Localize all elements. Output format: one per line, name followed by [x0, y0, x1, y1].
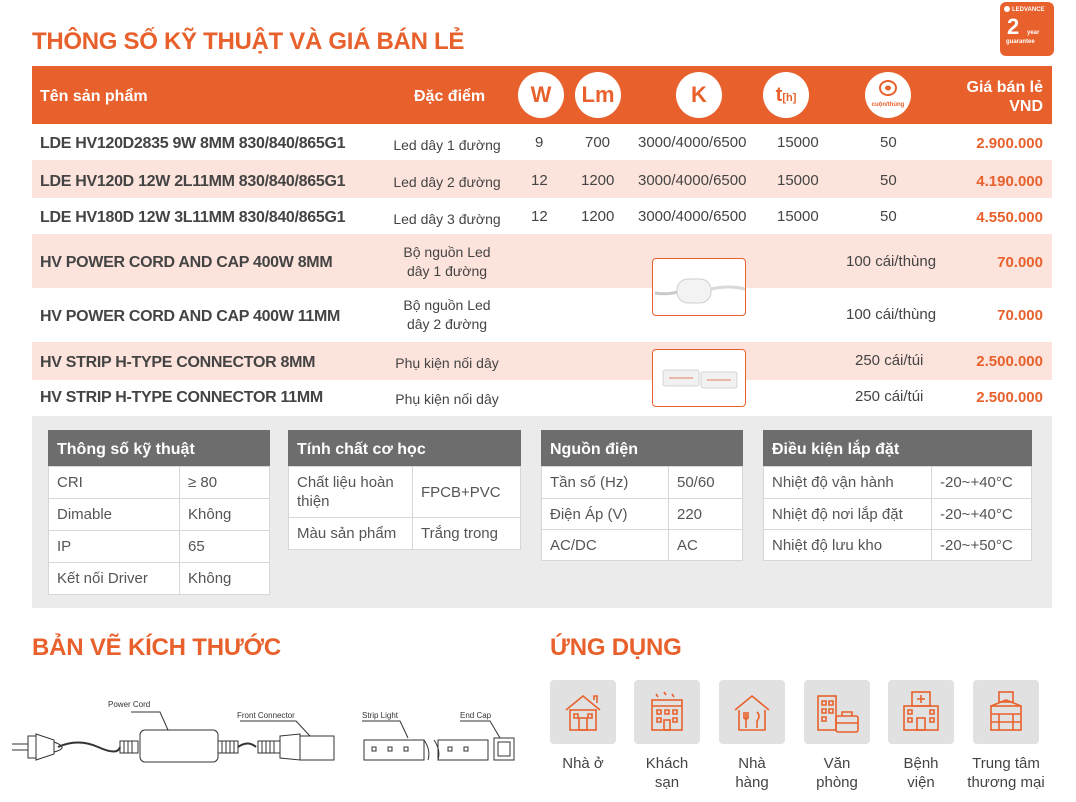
product-pack: 50 — [880, 134, 897, 151]
product-pack: 100 cái/thùng — [846, 306, 937, 323]
spec-row — [49, 467, 270, 499]
applications-title: ỨNG DỤNG — [550, 634, 682, 661]
product-lifetime: 15000 — [777, 134, 819, 151]
product-pack: 100 cái/thùng — [846, 253, 937, 270]
spec-mechanical-title: Tính chất cơ học — [288, 430, 521, 466]
spec-value: FPCB+PVC — [413, 467, 521, 518]
house-icon — [550, 680, 616, 744]
header-product: Tên sản phẩm — [40, 88, 148, 105]
header-kelvin-icon: K — [676, 72, 722, 118]
guarantee-years: 2 — [1007, 14, 1020, 39]
header-feature: Đặc điểm — [414, 88, 486, 105]
product-feature — [382, 296, 512, 334]
app-label-line1: Nhà ở — [562, 755, 604, 772]
guarantee-badge — [1000, 2, 1054, 56]
spec-row — [542, 499, 743, 530]
app-label-line1: Trung tâm — [972, 755, 1040, 772]
app-label-line1: Văn — [823, 755, 851, 772]
header-watt-icon: W — [518, 72, 564, 118]
spec-row — [542, 530, 743, 561]
power-cord-icon — [653, 259, 747, 317]
spec-technical-title: Thông số kỹ thuật — [48, 430, 270, 466]
product-feature: Led dây 2 đường — [393, 174, 501, 190]
spec-power-table — [541, 466, 743, 561]
spec-install — [763, 430, 1032, 561]
app-item-mall — [967, 680, 1045, 792]
product-lumen: 1200 — [581, 172, 615, 189]
product-feature-line2: dây 2 đường — [406, 316, 488, 332]
spec-row — [289, 467, 521, 518]
product-name: HV STRIP H-TYPE CONNECTOR 11MM — [40, 389, 323, 406]
app-label-line2: thương mại — [967, 774, 1045, 791]
header-pack-icon — [865, 72, 911, 118]
product-lumen: 1200 — [581, 208, 615, 225]
product-kelvin: 3000/4000/6500 — [638, 172, 747, 189]
spec-label: Nhiệt độ vận hành — [764, 467, 932, 499]
spec-value: Trắng trong — [413, 518, 521, 550]
page-title: THÔNG SỐ KỸ THUẬT VÀ GIÁ BÁN LẺ — [32, 28, 465, 55]
spec-label: Nhiệt độ nơi lắp đặt — [764, 499, 932, 530]
app-item-hotel — [634, 680, 700, 792]
spec-install-table — [763, 466, 1032, 561]
power-cord-label: Power Cord — [108, 700, 151, 709]
product-watt: 9 — [535, 134, 544, 151]
spec-row — [49, 531, 270, 563]
product-feature — [382, 243, 512, 281]
front-connector-label: Front Connector — [237, 711, 295, 720]
product-feature: Phụ kiện nối dây — [395, 391, 499, 407]
product-feature: Phụ kiện nối dây — [395, 355, 499, 371]
spec-power — [541, 430, 743, 561]
product-price: 4.190.000 — [976, 173, 1043, 190]
product-feature: Led dây 1 đường — [393, 137, 501, 153]
app-item-home — [550, 680, 616, 773]
product-price: 2.500.000 — [976, 353, 1043, 370]
app-label-line2: sạn — [654, 774, 680, 791]
app-label-line2: hàng — [735, 774, 769, 791]
spec-value: 220 — [669, 499, 743, 530]
table-row — [32, 342, 1052, 380]
header-price-line1: Giá bán lẻ — [966, 79, 1043, 96]
spec-value: -20~+40°C — [932, 467, 1032, 499]
product-price: 70.000 — [997, 254, 1043, 271]
table-row — [32, 160, 1052, 198]
spec-label: Màu sản phẩm — [289, 518, 413, 550]
spec-label: Dimable — [49, 499, 180, 531]
product-watt: 12 — [531, 172, 548, 189]
spec-technical-table — [48, 466, 270, 595]
app-item-office — [804, 680, 870, 792]
spec-mechanical-table — [288, 466, 521, 550]
spec-row — [764, 467, 1032, 499]
app-label-line1: Khách — [645, 755, 689, 772]
spec-value: AC — [669, 530, 743, 561]
spec-value: -20~+40°C — [932, 499, 1032, 530]
spec-value: -20~+50°C — [932, 530, 1032, 561]
spec-value: ≥ 80 — [180, 467, 270, 499]
spec-label: Kết nối Driver — [49, 563, 180, 595]
product-price: 4.550.000 — [976, 209, 1043, 226]
product-feature: Led dây 3 đường — [393, 211, 501, 227]
hotel-icon — [634, 680, 700, 744]
end-cap-label: End Cap — [460, 711, 492, 720]
spec-power-title: Nguồn điện — [541, 430, 743, 466]
product-name: LDE HV120D2835 9W 8MM 830/840/865G1 — [40, 135, 346, 152]
spec-label: IP — [49, 531, 180, 563]
product-name: LDE HV180D 12W 3L11MM 830/840/865G1 — [40, 209, 346, 226]
header-price-line2: VND — [1009, 98, 1043, 115]
brand-logo: LEDVANCE — [1004, 6, 1045, 13]
product-pack: 50 — [880, 208, 897, 225]
header-lifetime-t: t — [775, 84, 783, 106]
guarantee-word: guarantee — [1006, 39, 1035, 45]
connector-image — [652, 349, 746, 407]
header-pack-unit: cuộn/thùng — [871, 102, 905, 108]
spec-label: Tần số (Hz) — [542, 467, 669, 499]
spec-label: AC/DC — [542, 530, 669, 561]
product-lifetime: 15000 — [777, 172, 819, 189]
spec-row — [289, 518, 521, 550]
app-label-line2: viện — [907, 774, 935, 791]
spec-install-title: Điều kiện lắp đặt — [763, 430, 1032, 466]
table-row — [32, 198, 1052, 234]
app-label-line1: Bệnh — [903, 755, 939, 772]
header-lifetime-unit: [h] — [782, 92, 797, 104]
product-watt: 12 — [531, 208, 548, 225]
power-cord-image — [652, 258, 746, 316]
product-pack: 250 cái/túi — [855, 352, 924, 369]
spec-value: Không — [180, 499, 270, 531]
dimension-drawing — [8, 692, 528, 792]
spec-label: CRI — [49, 467, 180, 499]
hospital-icon — [888, 680, 954, 744]
product-pack: 50 — [880, 172, 897, 189]
connector-icon — [653, 350, 747, 408]
app-label-line2: phòng — [816, 774, 858, 791]
spec-label: Điện Áp (V) — [542, 499, 669, 530]
app-label — [953, 754, 1059, 792]
app-item-hospital — [888, 680, 954, 792]
header-lumen-icon: Lm — [575, 72, 621, 118]
table-row — [32, 380, 1052, 416]
product-name: HV POWER CORD AND CAP 400W 11MM — [40, 308, 341, 325]
product-kelvin: 3000/4000/6500 — [638, 134, 747, 151]
drawing-title: BẢN VẼ KÍCH THƯỚC — [32, 634, 281, 661]
product-name: HV STRIP H-TYPE CONNECTOR 8MM — [40, 354, 316, 371]
office-icon — [804, 680, 870, 744]
spec-technical — [48, 430, 270, 595]
table-row — [32, 288, 1052, 342]
spec-value: Không — [180, 563, 270, 595]
spec-row — [49, 563, 270, 595]
spec-value: 50/60 — [669, 467, 743, 499]
spec-row — [49, 499, 270, 531]
product-feature-line1: Bộ nguồn Led — [403, 297, 491, 313]
product-pack: 250 cái/túi — [855, 388, 924, 405]
product-lifetime: 15000 — [777, 208, 819, 225]
spec-row — [764, 530, 1032, 561]
spec-row — [542, 467, 743, 499]
mall-icon — [973, 680, 1039, 744]
product-feature-line1: Bộ nguồn Led — [403, 244, 491, 260]
product-price: 2.900.000 — [976, 135, 1043, 152]
product-price: 2.500.000 — [976, 389, 1043, 406]
product-feature-line2: dây 1 đường — [406, 263, 488, 279]
table-row — [32, 234, 1052, 288]
restaurant-icon — [719, 680, 785, 744]
product-price: 70.000 — [997, 307, 1043, 324]
spec-label: Nhiệt độ lưu kho — [764, 530, 932, 561]
product-name: HV POWER CORD AND CAP 400W 8MM — [40, 254, 333, 271]
header-lifetime-icon — [763, 72, 809, 118]
header-price — [967, 78, 1043, 116]
reel-icon — [878, 79, 898, 97]
table-row — [32, 124, 1052, 160]
spec-mechanical — [288, 430, 521, 550]
product-kelvin: 3000/4000/6500 — [638, 208, 747, 225]
app-label-line1: Nhà — [738, 755, 766, 772]
spec-row — [764, 499, 1032, 530]
spec-label: Chất liệu hoàn thiện — [289, 467, 413, 518]
table-header — [32, 66, 1052, 124]
product-lumen: 700 — [585, 134, 611, 151]
product-name: LDE HV120D 12W 2L11MM 830/840/865G1 — [40, 173, 346, 190]
guarantee-year-word: year — [1027, 30, 1040, 36]
app-item-restaurant — [719, 680, 785, 792]
strip-light-label: Strip Light — [362, 711, 399, 720]
spec-value: 65 — [180, 531, 270, 563]
